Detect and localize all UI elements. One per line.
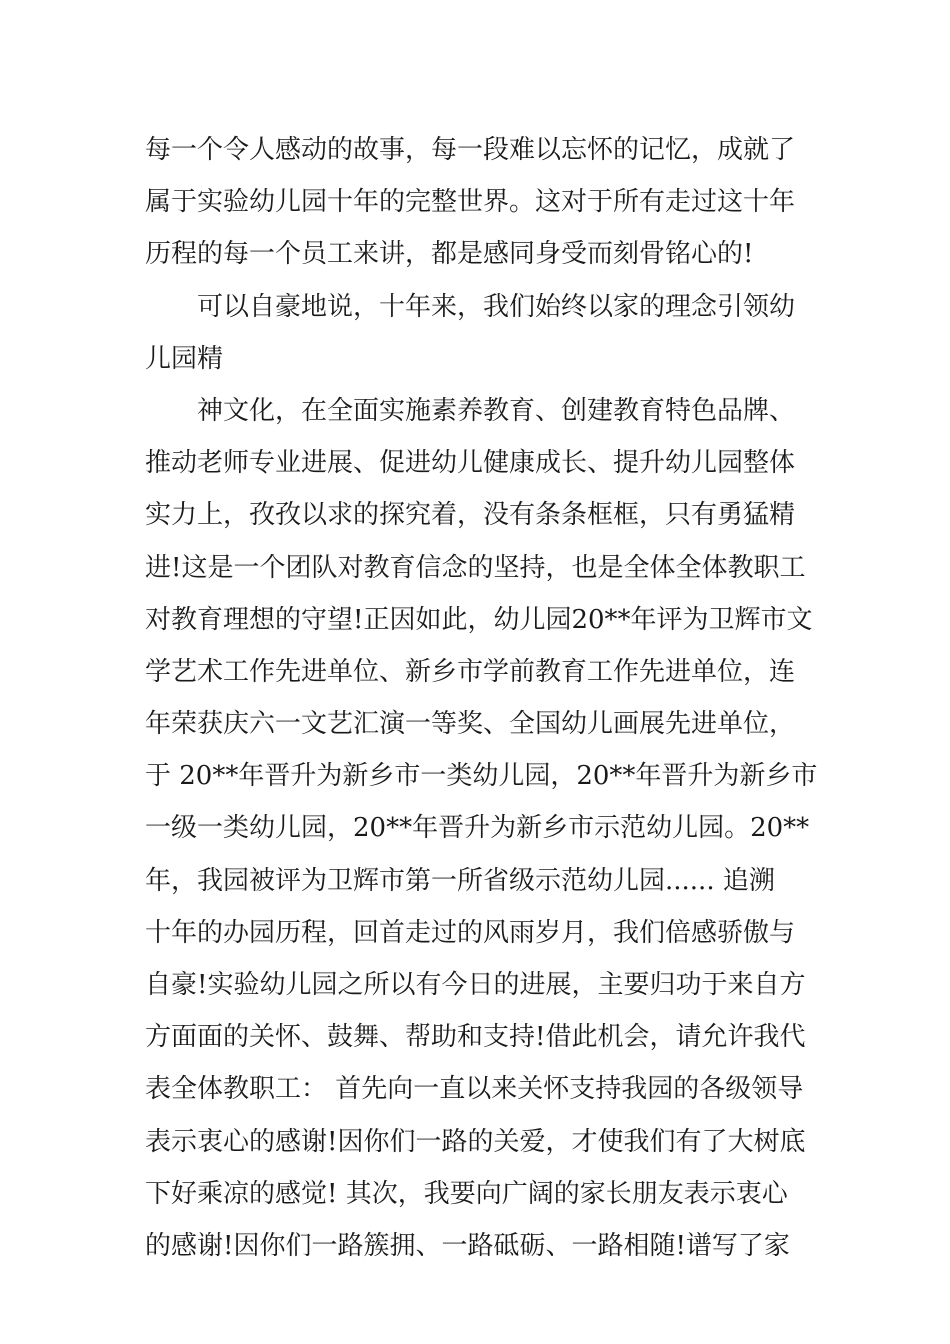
text-line-12: 年荣获庆六一文艺汇演一等奖、全国幼儿画展先进单位， xyxy=(145,709,796,740)
text-line-15: 年，我园被评为卫辉市第一所省级示范幼儿园...... 追溯 xyxy=(145,865,775,896)
text-line-18: 方面面的关怀、鼓舞、帮助和支持!借此机会，请允许我代 xyxy=(145,1022,806,1053)
text-line-20: 表示衷心的感谢!因你们一路的关爱，才使我们有了大树底 xyxy=(145,1126,806,1157)
text-line-11: 学艺术工作先进单位、新乡市学前教育工作先进单位，连 xyxy=(145,656,796,687)
text-line-5: 儿园精 xyxy=(145,343,224,374)
text-line-2: 属于实验幼儿园十年的完整世界。这对于所有走过这十年 xyxy=(145,187,796,218)
text-line-3: 历程的每一个员工来讲，都是感同身受而刻骨铭心的! xyxy=(145,239,754,270)
text-line-9: 进!这是一个团队对教育信念的坚持，也是全体全体教职工 xyxy=(145,552,806,583)
text-line-19: 表全体教职工： 首先向一直以来关怀支持我园的各级领导 xyxy=(145,1074,804,1105)
text-line-16: 十年的办园历程，回首走过的风雨岁月，我们倍感骄傲与 xyxy=(145,917,796,948)
text-line-14: 一级一类幼儿园，20**年晋升为新乡市示范幼儿园。20** xyxy=(145,813,810,844)
text-line-21: 下好乘凉的感觉! 其次，我要向广阔的家长朋友表示衷心 xyxy=(145,1178,788,1209)
text-line-1: 每一个令人感动的故事，每一段难以忘怀的记忆，成就了 xyxy=(145,135,796,165)
text-line-6: 神文化，在全面实施素养教育、创建教育特色品牌、 xyxy=(197,395,796,426)
text-line-13: 于 20**年晋升为新乡市一类幼儿园，20**年晋升为新乡市 xyxy=(145,761,818,792)
text-line-4: 可以自豪地说，十年来，我们始终以家的理念引领幼 xyxy=(197,291,796,322)
text-line-10: 对教育理想的守望!正因如此，幼儿园20**年评为卫辉市文 xyxy=(145,604,813,635)
text-line-17: 自豪!实验幼儿园之所以有今日的进展，主要归功于来自方 xyxy=(145,970,806,1000)
text-line-7: 推动老师专业进展、促进幼儿健康成长、提升幼儿园整体 xyxy=(145,448,796,479)
text-line-22: 的感谢!因你们一路簇拥、一路砥砺、一路相随!谱写了家 xyxy=(145,1230,790,1261)
text-line-8: 实力上，孜孜以求的探究着，没有条条框框，只有勇猛精 xyxy=(145,500,796,531)
body-text xyxy=(145,124,818,1272)
